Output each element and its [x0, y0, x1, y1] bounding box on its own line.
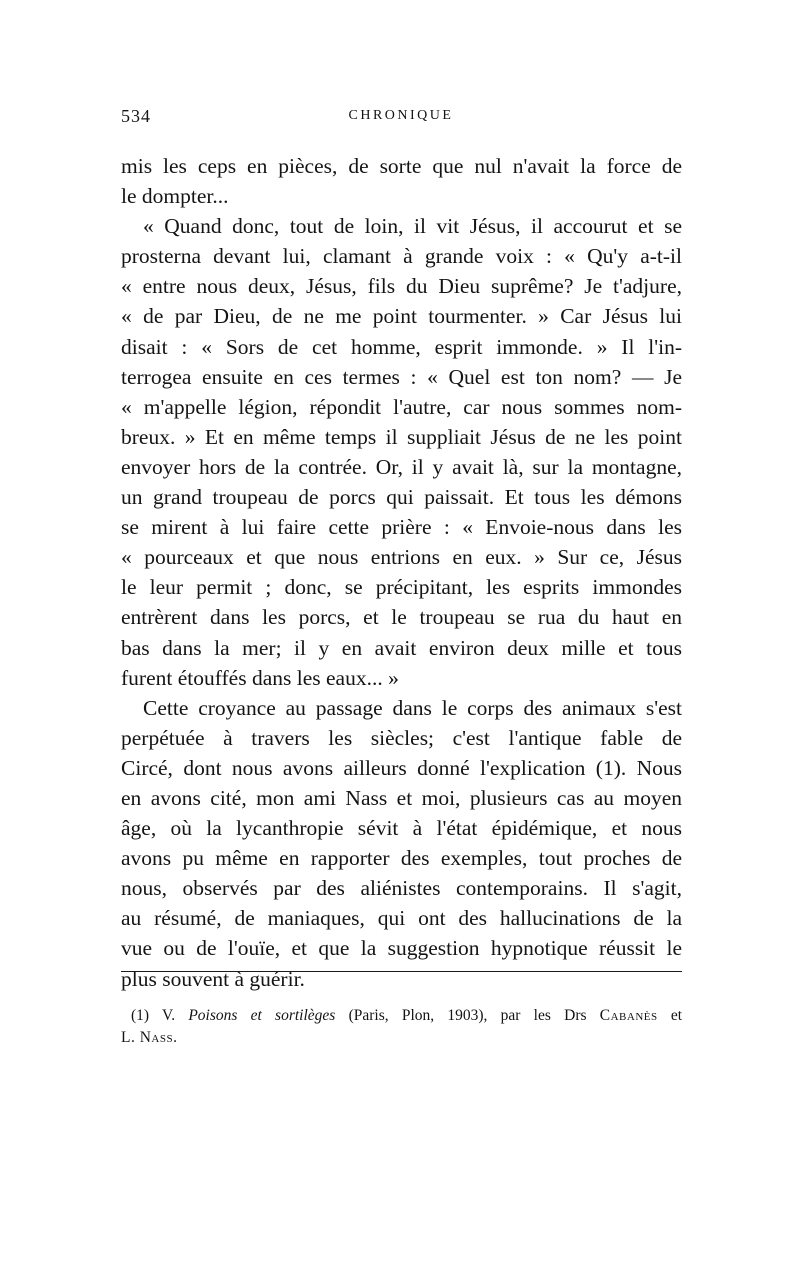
text-line: nous, observés par des aliénistes contemporains. Il s'agit, [121, 876, 682, 901]
text-line: furent étouffés dans les eaux... » [121, 665, 399, 690]
text-line: Cette croyance au passage dans le corps des animaux s'est [143, 695, 682, 720]
text-line: bas dans la mer; il y en avait environ deux mille et tous [121, 635, 682, 660]
text-line: mis les ceps en pièces, de sorte que nul n'avait la force de [121, 154, 682, 178]
text-line: breux. » Et en même temps il suppliait Jésus de ne les point [121, 424, 682, 449]
footnote-marker: (1) V. [131, 1007, 176, 1024]
footnote-title: Poisons et sortilèges [188, 1007, 336, 1024]
text-line: plus souvent à guérir. [121, 966, 305, 991]
text-line: « de par Dieu, de ne me point tourmenter. » Car Jésus lui [121, 304, 682, 329]
text-line: un grand troupeau de porcs qui paissait. Et tous les démons [121, 485, 682, 510]
footnote-author: L. Nass. [121, 1029, 178, 1046]
text-line: entrèrent dans les porcs, et le troupeau se rua du haut en [121, 605, 682, 630]
footnote-rule [121, 971, 682, 972]
footnote-line [121, 1005, 682, 1027]
text-line: au résumé, de maniaques, qui ont des hallucinations de la [121, 906, 682, 931]
text-line: Circé, dont nous avons ailleurs donné l'explication (1). Nous [121, 755, 682, 780]
footnote-authors-prefix: Drs [564, 1007, 587, 1024]
text-line: « m'appelle légion, répondit l'autre, car nous sommes nom- [121, 394, 682, 419]
footnote-details: (Paris, Plon, 1903), par les [348, 1007, 551, 1024]
page-number: 534 [121, 106, 151, 126]
text-line: « Quand donc, tout de loin, il vit Jésus, il accourut et se [143, 214, 682, 239]
body-text [121, 151, 682, 994]
text-line: « entre nous deux, Jésus, fils du Dieu suprême? Je t'adjure, [121, 274, 682, 299]
text-line: perpétuée à travers les siècles; c'est l'antique fable de [121, 725, 682, 750]
footnote-conjunction: et [670, 1007, 683, 1024]
text-line: envoyer hors de la contrée. Or, il y avait là, sur la montagne, [121, 454, 682, 479]
text-line: « pourceaux et que nous entrions en eux. » Sur ce, Jésus [121, 545, 682, 570]
footnote-author: Cabanès [599, 1007, 658, 1024]
text-line: avons pu même en rapporter des exemples, tout proches de [121, 846, 682, 871]
text-line: vue ou de l'ouïe, et que la suggestion hypnotique réussit le [121, 936, 682, 961]
text-line: prosterna devant lui, clamant à grande voix : « Qu'y a-t-il [121, 244, 682, 269]
text-line: en avons cité, mon ami Nass et moi, plusieurs cas au moyen [121, 785, 682, 810]
text-line: disait : « Sors de cet homme, esprit immonde. » Il l'in- [121, 334, 682, 359]
text-line: le leur permit ; donc, se précipitant, les esprits immondes [121, 575, 682, 600]
text-line: se mirent à lui faire cette prière : « Envoie-nous dans les [121, 515, 682, 540]
footnote-line [121, 1027, 682, 1049]
running-head [121, 106, 681, 130]
text-line: âge, où la lycanthropie sévit à l'état épidémique, et nous [121, 816, 682, 841]
text-line: terrogea ensuite en ces termes : « Quel est ton nom? — Je [121, 364, 682, 389]
footnote [121, 1005, 682, 1049]
running-title: CHRONIQUE [348, 108, 454, 123]
text-line: le dompter... [121, 184, 229, 209]
